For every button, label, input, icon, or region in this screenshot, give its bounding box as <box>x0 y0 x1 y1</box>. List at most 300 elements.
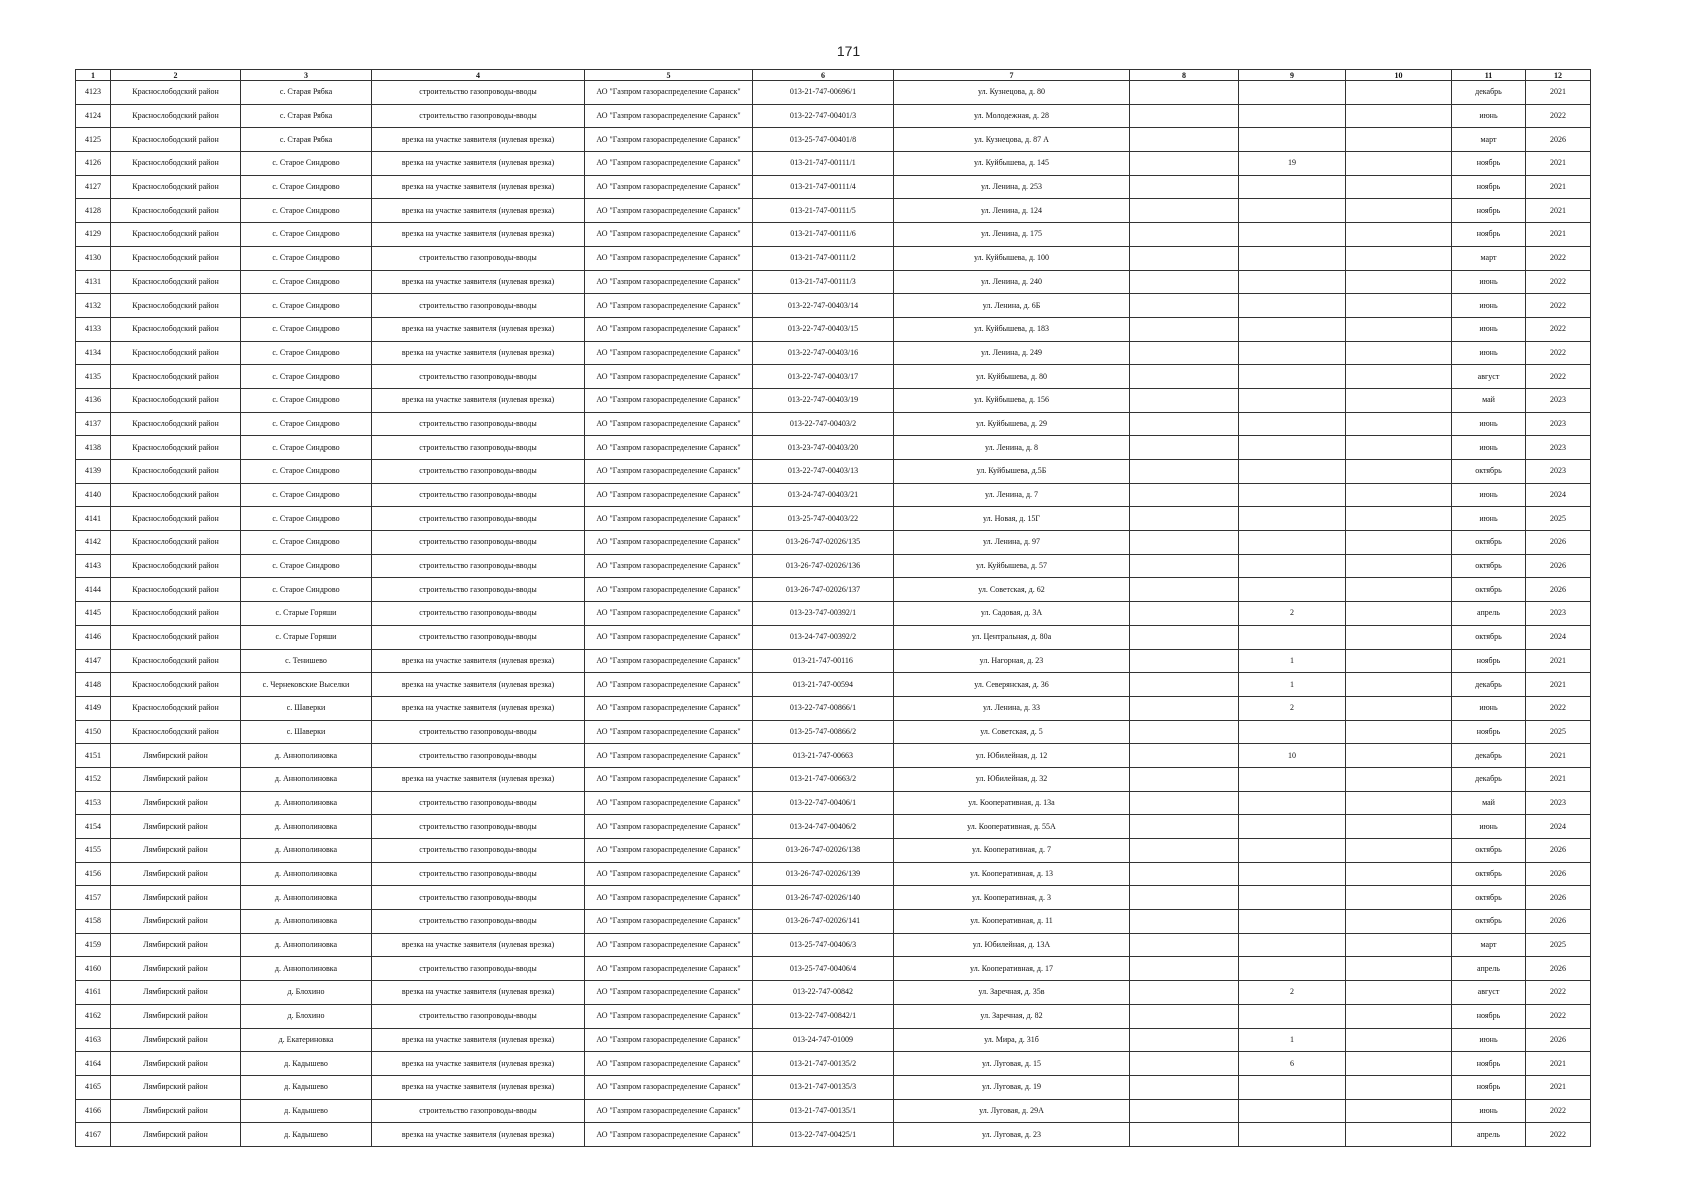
table-row <box>76 1028 1591 1052</box>
address-cell: ул. Ленина, д. 249 <box>894 341 1130 365</box>
district-cell: Лямбирский район <box>111 910 241 934</box>
row-number-cell: 4129 <box>76 223 111 247</box>
settlement-cell: с. Старое Синдрово <box>241 436 372 460</box>
address-cell: ул. Молодежная, д. 28 <box>894 104 1130 128</box>
month-cell: октябрь <box>1452 554 1526 578</box>
address-cell: ул. Луговая, д. 29А <box>894 1099 1130 1123</box>
settlement-cell: с. Старое Синдрово <box>241 388 372 412</box>
year-cell: 2022 <box>1526 696 1591 720</box>
row-number-cell: 4162 <box>76 1004 111 1028</box>
year-cell: 2026 <box>1526 839 1591 863</box>
count-cell: 10 <box>1239 744 1346 768</box>
row-number-cell: 4143 <box>76 554 111 578</box>
settlement-cell: с. Старое Синдрово <box>241 365 372 389</box>
work-type-cell: врезка на участке заявителя (нулевая врезка) <box>372 199 585 223</box>
district-cell: Краснослободский район <box>111 152 241 176</box>
organization-cell: АО "Газпром газораспределение Саранск" <box>585 696 753 720</box>
col10-cell <box>1346 744 1452 768</box>
table-row <box>76 246 1591 270</box>
district-cell: Лямбирский район <box>111 933 241 957</box>
work-type-cell: строительство газопроводы-вводы <box>372 886 585 910</box>
col10-cell <box>1346 554 1452 578</box>
organization-cell: АО "Газпром газораспределение Саранск" <box>585 554 753 578</box>
work-type-cell: строительство газопроводы-вводы <box>372 294 585 318</box>
count-cell <box>1239 104 1346 128</box>
settlement-cell: с. Старое Синдрово <box>241 460 372 484</box>
col8-cell <box>1130 910 1239 934</box>
col8-cell <box>1130 483 1239 507</box>
table-row <box>76 365 1591 389</box>
year-cell: 2022 <box>1526 1123 1591 1147</box>
settlement-cell: с. Старое Синдрово <box>241 199 372 223</box>
table-row <box>76 412 1591 436</box>
count-cell <box>1239 815 1346 839</box>
organization-cell: АО "Газпром газораспределение Саранск" <box>585 815 753 839</box>
col10-cell <box>1346 412 1452 436</box>
address-cell: ул. Заречная, д. 82 <box>894 1004 1130 1028</box>
col10-cell <box>1346 531 1452 555</box>
count-cell <box>1239 531 1346 555</box>
organization-cell: АО "Газпром газораспределение Саранск" <box>585 1099 753 1123</box>
district-cell: Лямбирский район <box>111 1052 241 1076</box>
count-cell <box>1239 223 1346 247</box>
address-cell: ул. Куйбышева, д.5Б <box>894 460 1130 484</box>
application-number-cell: 013-25-747-00406/3 <box>753 933 894 957</box>
work-type-cell: строительство газопроводы-вводы <box>372 246 585 270</box>
settlement-cell: с. Старое Синдрово <box>241 554 372 578</box>
col8-cell <box>1130 602 1239 626</box>
address-cell: ул. Ленина, д. 253 <box>894 175 1130 199</box>
address-cell: ул. Ленина, д. 33 <box>894 696 1130 720</box>
address-cell: ул. Кооперативная, д. 11 <box>894 910 1130 934</box>
year-cell: 2021 <box>1526 767 1591 791</box>
address-cell: ул. Ленина, д. 175 <box>894 223 1130 247</box>
row-number-cell: 4152 <box>76 767 111 791</box>
column-header: 10 <box>1346 70 1452 81</box>
col8-cell <box>1130 317 1239 341</box>
month-cell: июнь <box>1452 294 1526 318</box>
col8-cell <box>1130 365 1239 389</box>
application-number-cell: 013-22-747-00401/3 <box>753 104 894 128</box>
address-cell: ул. Садовая, д. 3А <box>894 602 1130 626</box>
col10-cell <box>1346 81 1452 105</box>
application-number-cell: 013-26-747-02026/137 <box>753 578 894 602</box>
col10-cell <box>1346 815 1452 839</box>
column-header: 4 <box>372 70 585 81</box>
application-number-cell: 013-22-747-00406/1 <box>753 791 894 815</box>
table-row <box>76 483 1591 507</box>
settlement-cell: д. Кадышево <box>241 1075 372 1099</box>
col8-cell <box>1130 957 1239 981</box>
col8-cell <box>1130 223 1239 247</box>
work-type-cell: строительство газопроводы-вводы <box>372 483 585 507</box>
table-row <box>76 815 1591 839</box>
district-cell: Краснослободский район <box>111 317 241 341</box>
col8-cell <box>1130 81 1239 105</box>
year-cell: 2024 <box>1526 483 1591 507</box>
district-cell: Краснослободский район <box>111 625 241 649</box>
settlement-cell: с. Тенишево <box>241 649 372 673</box>
year-cell: 2021 <box>1526 223 1591 247</box>
table-row <box>76 507 1591 531</box>
row-number-cell: 4131 <box>76 270 111 294</box>
column-header: 7 <box>894 70 1130 81</box>
settlement-cell: д. Аннополиновка <box>241 744 372 768</box>
work-type-cell: врезка на участке заявителя (нулевая врезка) <box>372 767 585 791</box>
organization-cell: АО "Газпром газораспределение Саранск" <box>585 1004 753 1028</box>
month-cell: октябрь <box>1452 578 1526 602</box>
address-cell: ул. Куйбышева, д. 29 <box>894 412 1130 436</box>
count-cell <box>1239 246 1346 270</box>
col8-cell <box>1130 246 1239 270</box>
address-cell: ул. Ленина, д. 6Б <box>894 294 1130 318</box>
month-cell: ноябрь <box>1452 175 1526 199</box>
col10-cell <box>1346 507 1452 531</box>
table-row <box>76 341 1591 365</box>
address-cell: ул. Куйбышева, д. 57 <box>894 554 1130 578</box>
table-row <box>76 175 1591 199</box>
month-cell: март <box>1452 246 1526 270</box>
address-cell: ул. Кооперативная, д. 13а <box>894 791 1130 815</box>
col8-cell <box>1130 744 1239 768</box>
year-cell: 2026 <box>1526 886 1591 910</box>
application-number-cell: 013-26-747-02026/138 <box>753 839 894 863</box>
year-cell: 2026 <box>1526 910 1591 934</box>
month-cell: октябрь <box>1452 531 1526 555</box>
data-table <box>75 69 1591 1147</box>
row-number-cell: 4126 <box>76 152 111 176</box>
settlement-cell: д. Аннополиновка <box>241 886 372 910</box>
table-row <box>76 1052 1591 1076</box>
row-number-cell: 4123 <box>76 81 111 105</box>
count-cell <box>1239 412 1346 436</box>
settlement-cell: с. Старое Синдрово <box>241 152 372 176</box>
address-cell: ул. Юбилейная, д. 32 <box>894 767 1130 791</box>
district-cell: Краснослободский район <box>111 388 241 412</box>
count-cell: 2 <box>1239 696 1346 720</box>
year-cell: 2022 <box>1526 317 1591 341</box>
work-type-cell: строительство газопроводы-вводы <box>372 910 585 934</box>
district-cell: Краснослободский район <box>111 175 241 199</box>
month-cell: октябрь <box>1452 839 1526 863</box>
application-number-cell: 013-22-747-00403/17 <box>753 365 894 389</box>
count-cell <box>1239 270 1346 294</box>
year-cell: 2026 <box>1526 1028 1591 1052</box>
settlement-cell: с. Старое Синдрово <box>241 270 372 294</box>
work-type-cell: строительство газопроводы-вводы <box>372 507 585 531</box>
work-type-cell: строительство газопроводы-вводы <box>372 1099 585 1123</box>
row-number-cell: 4145 <box>76 602 111 626</box>
month-cell: декабрь <box>1452 767 1526 791</box>
page-number: 171 <box>836 43 861 59</box>
application-number-cell: 013-23-747-00403/20 <box>753 436 894 460</box>
application-number-cell: 013-26-747-02026/139 <box>753 862 894 886</box>
address-cell: ул. Центральная, д. 80а <box>894 625 1130 649</box>
organization-cell: АО "Газпром газораспределение Саранск" <box>585 981 753 1005</box>
col10-cell <box>1346 1123 1452 1147</box>
row-number-cell: 4158 <box>76 910 111 934</box>
col8-cell <box>1130 933 1239 957</box>
month-cell: июнь <box>1452 815 1526 839</box>
work-type-cell: строительство газопроводы-вводы <box>372 602 585 626</box>
count-cell <box>1239 317 1346 341</box>
district-cell: Краснослободский район <box>111 128 241 152</box>
column-header: 8 <box>1130 70 1239 81</box>
row-number-cell: 4144 <box>76 578 111 602</box>
application-number-cell: 013-21-747-00135/2 <box>753 1052 894 1076</box>
col10-cell <box>1346 104 1452 128</box>
district-cell: Лямбирский район <box>111 886 241 910</box>
month-cell: март <box>1452 933 1526 957</box>
col10-cell <box>1346 862 1452 886</box>
settlement-cell: д. Аннополиновка <box>241 910 372 934</box>
address-cell: ул. Кузнецова, д. 80 <box>894 81 1130 105</box>
month-cell: июнь <box>1452 483 1526 507</box>
work-type-cell: строительство газопроводы-вводы <box>372 839 585 863</box>
organization-cell: АО "Газпром газораспределение Саранск" <box>585 294 753 318</box>
row-number-cell: 4161 <box>76 981 111 1005</box>
table-row <box>76 388 1591 412</box>
work-type-cell: строительство газопроводы-вводы <box>372 625 585 649</box>
count-cell <box>1239 625 1346 649</box>
application-number-cell: 013-21-747-00111/6 <box>753 223 894 247</box>
address-cell: ул. Куйбышева, д. 80 <box>894 365 1130 389</box>
table-row <box>76 460 1591 484</box>
count-cell <box>1239 862 1346 886</box>
work-type-cell: строительство газопроводы-вводы <box>372 531 585 555</box>
row-number-cell: 4130 <box>76 246 111 270</box>
row-number-cell: 4128 <box>76 199 111 223</box>
settlement-cell: с. Старое Синдрово <box>241 531 372 555</box>
month-cell: ноябрь <box>1452 649 1526 673</box>
table-row <box>76 839 1591 863</box>
year-cell: 2021 <box>1526 744 1591 768</box>
district-cell: Краснослободский район <box>111 720 241 744</box>
table-row <box>76 128 1591 152</box>
year-cell: 2021 <box>1526 649 1591 673</box>
col10-cell <box>1346 673 1452 697</box>
settlement-cell: с. Старое Синдрово <box>241 507 372 531</box>
year-cell: 2023 <box>1526 412 1591 436</box>
row-number-cell: 4165 <box>76 1075 111 1099</box>
count-cell <box>1239 1004 1346 1028</box>
table-row <box>76 578 1591 602</box>
address-cell: ул. Юбилейная, д. 13А <box>894 933 1130 957</box>
table-row <box>76 317 1591 341</box>
address-cell: ул. Кооперативная, д. 17 <box>894 957 1130 981</box>
application-number-cell: 013-24-747-00392/2 <box>753 625 894 649</box>
settlement-cell: д. Кадышево <box>241 1099 372 1123</box>
application-number-cell: 013-22-747-00403/19 <box>753 388 894 412</box>
application-number-cell: 013-25-747-00406/4 <box>753 957 894 981</box>
table-row <box>76 744 1591 768</box>
work-type-cell: строительство газопроводы-вводы <box>372 1004 585 1028</box>
work-type-cell: врезка на участке заявителя (нулевая врезка) <box>372 223 585 247</box>
work-type-cell: строительство газопроводы-вводы <box>372 815 585 839</box>
settlement-cell: д. Аннополиновка <box>241 933 372 957</box>
count-cell <box>1239 1123 1346 1147</box>
table-row <box>76 625 1591 649</box>
settlement-cell: с. Старые Горяши <box>241 625 372 649</box>
column-header: 11 <box>1452 70 1526 81</box>
settlement-cell: д. Блохино <box>241 1004 372 1028</box>
organization-cell: АО "Газпром газораспределение Саранск" <box>585 767 753 791</box>
count-cell <box>1239 81 1346 105</box>
year-cell: 2022 <box>1526 341 1591 365</box>
application-number-cell: 013-22-747-00403/16 <box>753 341 894 365</box>
district-cell: Краснослободский район <box>111 294 241 318</box>
count-cell <box>1239 436 1346 460</box>
application-number-cell: 013-22-747-00425/1 <box>753 1123 894 1147</box>
col8-cell <box>1130 673 1239 697</box>
table-row <box>76 696 1591 720</box>
address-cell: ул. Куйбышева, д. 156 <box>894 388 1130 412</box>
address-cell: ул. Северянская, д. 36 <box>894 673 1130 697</box>
settlement-cell: д. Кадышево <box>241 1052 372 1076</box>
count-cell <box>1239 791 1346 815</box>
year-cell: 2023 <box>1526 436 1591 460</box>
month-cell: декабрь <box>1452 81 1526 105</box>
work-type-cell: строительство газопроводы-вводы <box>372 578 585 602</box>
district-cell: Лямбирский район <box>111 839 241 863</box>
col8-cell <box>1130 460 1239 484</box>
col10-cell <box>1346 1075 1452 1099</box>
month-cell: ноябрь <box>1452 223 1526 247</box>
organization-cell: АО "Газпром газораспределение Саранск" <box>585 1052 753 1076</box>
count-cell <box>1239 507 1346 531</box>
year-cell: 2021 <box>1526 1052 1591 1076</box>
district-cell: Лямбирский район <box>111 815 241 839</box>
address-cell: ул. Луговая, д. 23 <box>894 1123 1130 1147</box>
settlement-cell: с. Старое Синдрово <box>241 223 372 247</box>
district-cell: Краснослободский район <box>111 483 241 507</box>
col10-cell <box>1346 1099 1452 1123</box>
application-number-cell: 013-22-747-00842 <box>753 981 894 1005</box>
month-cell: ноябрь <box>1452 1052 1526 1076</box>
column-header: 3 <box>241 70 372 81</box>
col8-cell <box>1130 554 1239 578</box>
organization-cell: АО "Газпром газораспределение Саранск" <box>585 720 753 744</box>
table-row <box>76 791 1591 815</box>
month-cell: июнь <box>1452 104 1526 128</box>
year-cell: 2025 <box>1526 507 1591 531</box>
settlement-cell: д. Кадышево <box>241 1123 372 1147</box>
work-type-cell: строительство газопроводы-вводы <box>372 957 585 981</box>
year-cell: 2022 <box>1526 104 1591 128</box>
col10-cell <box>1346 886 1452 910</box>
row-number-cell: 4156 <box>76 862 111 886</box>
count-cell <box>1239 365 1346 389</box>
year-cell: 2021 <box>1526 152 1591 176</box>
organization-cell: АО "Газпром газораспределение Саранск" <box>585 175 753 199</box>
col8-cell <box>1130 1123 1239 1147</box>
application-number-cell: 013-21-747-00663 <box>753 744 894 768</box>
settlement-cell: д. Аннополиновка <box>241 791 372 815</box>
work-type-cell: врезка на участке заявителя (нулевая врезка) <box>372 933 585 957</box>
row-number-cell: 4166 <box>76 1099 111 1123</box>
application-number-cell: 013-25-747-00403/22 <box>753 507 894 531</box>
year-cell: 2023 <box>1526 388 1591 412</box>
col8-cell <box>1130 886 1239 910</box>
col10-cell <box>1346 199 1452 223</box>
month-cell: ноябрь <box>1452 720 1526 744</box>
month-cell: октябрь <box>1452 460 1526 484</box>
district-cell: Краснослободский район <box>111 554 241 578</box>
organization-cell: АО "Газпром газораспределение Саранск" <box>585 483 753 507</box>
address-cell: ул. Мира, д. 31б <box>894 1028 1130 1052</box>
settlement-cell: с. Чернековские Выселки <box>241 673 372 697</box>
row-number-cell: 4160 <box>76 957 111 981</box>
col8-cell <box>1130 294 1239 318</box>
year-cell: 2025 <box>1526 933 1591 957</box>
organization-cell: АО "Газпром газораспределение Саранск" <box>585 104 753 128</box>
col8-cell <box>1130 1075 1239 1099</box>
month-cell: июнь <box>1452 412 1526 436</box>
work-type-cell: врезка на участке заявителя (нулевая врезка) <box>372 317 585 341</box>
application-number-cell: 013-24-747-00403/21 <box>753 483 894 507</box>
col10-cell <box>1346 341 1452 365</box>
col10-cell <box>1346 602 1452 626</box>
address-cell: ул. Ленина, д. 240 <box>894 270 1130 294</box>
table-row <box>76 910 1591 934</box>
organization-cell: АО "Газпром газораспределение Саранск" <box>585 673 753 697</box>
work-type-cell: врезка на участке заявителя (нулевая врезка) <box>372 128 585 152</box>
month-cell: апрель <box>1452 1123 1526 1147</box>
month-cell: май <box>1452 388 1526 412</box>
address-cell: ул. Луговая, д. 19 <box>894 1075 1130 1099</box>
count-cell <box>1239 767 1346 791</box>
month-cell: июнь <box>1452 270 1526 294</box>
district-cell: Лямбирский район <box>111 1075 241 1099</box>
year-cell: 2021 <box>1526 81 1591 105</box>
work-type-cell: врезка на участке заявителя (нулевая врезка) <box>372 649 585 673</box>
count-cell <box>1239 341 1346 365</box>
organization-cell: АО "Газпром газораспределение Саранск" <box>585 436 753 460</box>
settlement-cell: д. Аннополиновка <box>241 862 372 886</box>
address-cell: ул. Кооперативная, д. 7 <box>894 839 1130 863</box>
address-cell: ул. Кооперативная, д. 55А <box>894 815 1130 839</box>
row-number-cell: 4150 <box>76 720 111 744</box>
settlement-cell: д. Блохино <box>241 981 372 1005</box>
table-row <box>76 81 1591 105</box>
district-cell: Лямбирский район <box>111 1099 241 1123</box>
month-cell: октябрь <box>1452 910 1526 934</box>
col10-cell <box>1346 436 1452 460</box>
settlement-cell: д. Аннополиновка <box>241 957 372 981</box>
col8-cell <box>1130 720 1239 744</box>
address-cell: ул. Кооперативная, д. 3 <box>894 886 1130 910</box>
work-type-cell: врезка на участке заявителя (нулевая врезка) <box>372 388 585 412</box>
col8-cell <box>1130 1028 1239 1052</box>
work-type-cell: врезка на участке заявителя (нулевая врезка) <box>372 981 585 1005</box>
col8-cell <box>1130 341 1239 365</box>
year-cell: 2021 <box>1526 1075 1591 1099</box>
application-number-cell: 013-21-747-00111/2 <box>753 246 894 270</box>
col8-cell <box>1130 507 1239 531</box>
district-cell: Краснослободский район <box>111 199 241 223</box>
organization-cell: АО "Газпром газораспределение Саранск" <box>585 957 753 981</box>
count-cell <box>1239 886 1346 910</box>
col8-cell <box>1130 388 1239 412</box>
organization-cell: АО "Газпром газораспределение Саранск" <box>585 317 753 341</box>
address-cell: ул. Советская, д. 62 <box>894 578 1130 602</box>
table-row <box>76 1075 1591 1099</box>
district-cell: Краснослободский район <box>111 412 241 436</box>
settlement-cell: с. Старое Синдрово <box>241 483 372 507</box>
district-cell: Лямбирский район <box>111 862 241 886</box>
work-type-cell: строительство газопроводы-вводы <box>372 744 585 768</box>
work-type-cell: врезка на участке заявителя (нулевая врезка) <box>372 1123 585 1147</box>
